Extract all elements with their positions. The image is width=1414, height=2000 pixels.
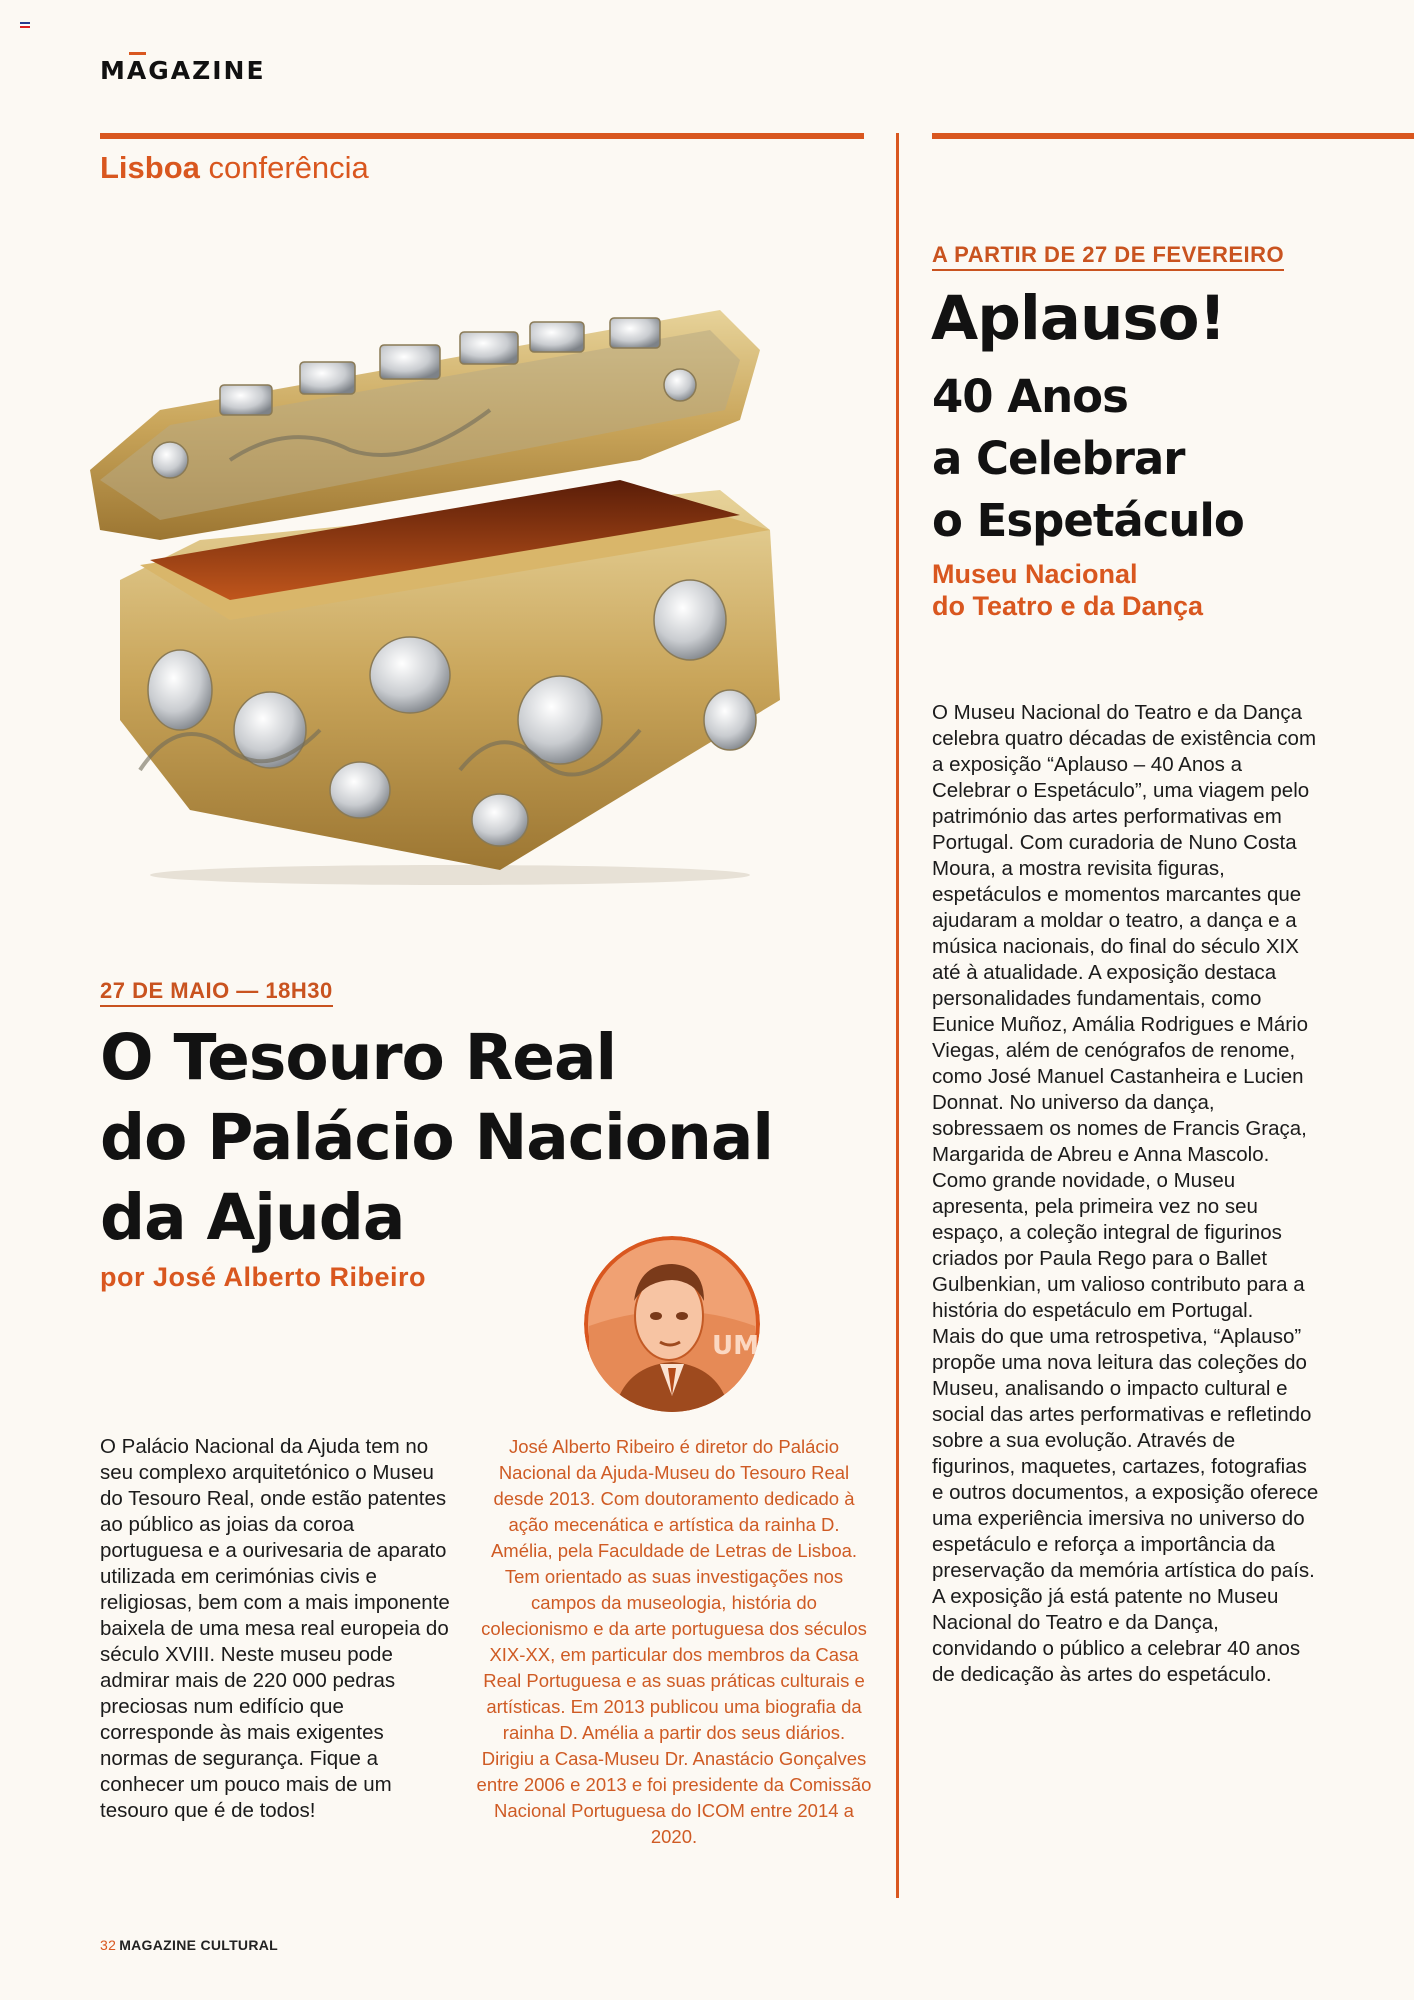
column-divider: [896, 133, 899, 1898]
footer-label: MAGAZINE CULTURAL: [119, 1937, 279, 1953]
title-line: O Tesouro Real: [100, 1021, 617, 1094]
paragraph: O Museu Nacional do Teatro e da Dança celebra quatro décadas de existência com a exposição “Aplauso – 40 Anos a Celebrar o Espetáculo”, uma viagem pelo património das artes performativas em Portugal. Com curadoria de Nuno Costa Moura, a mostra revisita figuras, espetáculos e momentos marcantes que ajudaram a moldar o teatro, a dança e a música nacionais, do final do século XIX até à atualidade. A exposição destaca personalidades fundamentais, como Eunice Muñoz, Amália Rodrigues e Mário Viegas, além de cenógrafos de renome, como José Manuel Castanheira e Lucien Donnat. No universo da dança, sobressaem os nomes de Francis Graça, Margarida de Abreu e Anna Mascolo. Como grande novidade, o Museu apresenta, pela primeira vez no seu espaço, a coleção integral de figurinos criados por Paula Rego para o Ballet Gulbenkian, um valioso contributo para a história do espetáculo em Portugal.: [932, 701, 1317, 1322]
subtitle-line: 40 Anos: [932, 370, 1128, 423]
venue: [932, 558, 1203, 622]
left-article-title: [100, 1018, 773, 1258]
author-bio: José Alberto Ribeiro é diretor do Palácio Nacional da Ajuda-Museu do Tesouro Real desde 2013. Com doutoramento dedicado à ação mecenática e artística da rainha D. Amélia, pela Faculdade de Letras de Lisboa. Tem orientado as suas investigações nos campos da museologia, história do colecionismo e da arte portuguesa dos séculos XIX-XX, em particular dos membros da Casa Real Portuguesa e as suas práticas culturais e artísticas. Em 2013 publicou uma biografia da rainha D. Amélia a partir dos seus diários. Dirigiu a Casa-Museu Dr. Anastácio Gonçalves entre 2006 e 2013 e foi presidente da Comissão Nacional Portuguesa do ICOM entre 2014 a 2020.: [476, 1436, 872, 1847]
byline: por José Alberto Ribeiro: [100, 1262, 427, 1292]
page-footer: [100, 1937, 278, 1953]
jewel-casket-image: [80, 290, 810, 890]
right-top-rule: [932, 133, 1414, 139]
right-article-title: Aplauso!: [931, 283, 1226, 354]
title-line: da Ajuda: [100, 1181, 405, 1254]
flag-icon: [20, 22, 30, 28]
page-number: 32: [100, 1937, 117, 1953]
section-label: Lisboa conferência: [100, 150, 369, 185]
subtitle-line: a Celebrar: [932, 432, 1185, 485]
right-article-subtitle: [932, 366, 1244, 552]
subtitle-line: o Espetáculo: [932, 494, 1244, 547]
masthead-logo: MAGAZINE: [100, 56, 266, 85]
paragraph: Mais do que uma retrospetiva, “Aplauso” propõe uma nova leitura das coleções do Museu, analisando o impacto cultural e social das artes performativas e refletindo sobre a sua evolução. Através de figurinos, maquetes, cartazes, fotografias e outros documentos, a exposição oferece uma experiência imersiva no universo do espetáculo e reforça a importância da preservação da memória artística do país. A exposição já está patente no Museu Nacional do Teatro e da Dança, convidando o público a celebrar 40 anos de dedicação às artes do espetáculo.: [932, 1325, 1319, 1686]
left-top-rule: [100, 133, 864, 139]
event-date-time: 27 DE MAIO — 18H30: [100, 978, 333, 1007]
title-line: do Palácio Nacional: [100, 1101, 773, 1174]
right-article-body: [932, 700, 1320, 1688]
exhibition-date: A PARTIR DE 27 DE FEVEREIRO: [932, 242, 1284, 271]
left-article-body: O Palácio Nacional da Ajuda tem no seu complexo arquitetónico o Museu do Tesouro Real, onde estão patentes ao público as joias da coroa portuguesa e a ourivesaria de aparato utilizada em cerimónias civis e religiosas, bem com a mais imponente baixela de uma mesa real europeia do século XVIII. Neste museu pode admirar mais de 220 000 pedras preciosas num edifício que corresponde às mais exigentes normas de segurança. Fique a conhecer um pouco mais de um tesouro que é de todos!: [100, 1435, 450, 1822]
svg-text:UM: UM: [712, 1331, 759, 1361]
venue-line: Museu Nacional: [932, 559, 1138, 589]
venue-line: do Teatro e da Dança: [932, 591, 1204, 621]
author-portrait: [584, 1236, 760, 1412]
